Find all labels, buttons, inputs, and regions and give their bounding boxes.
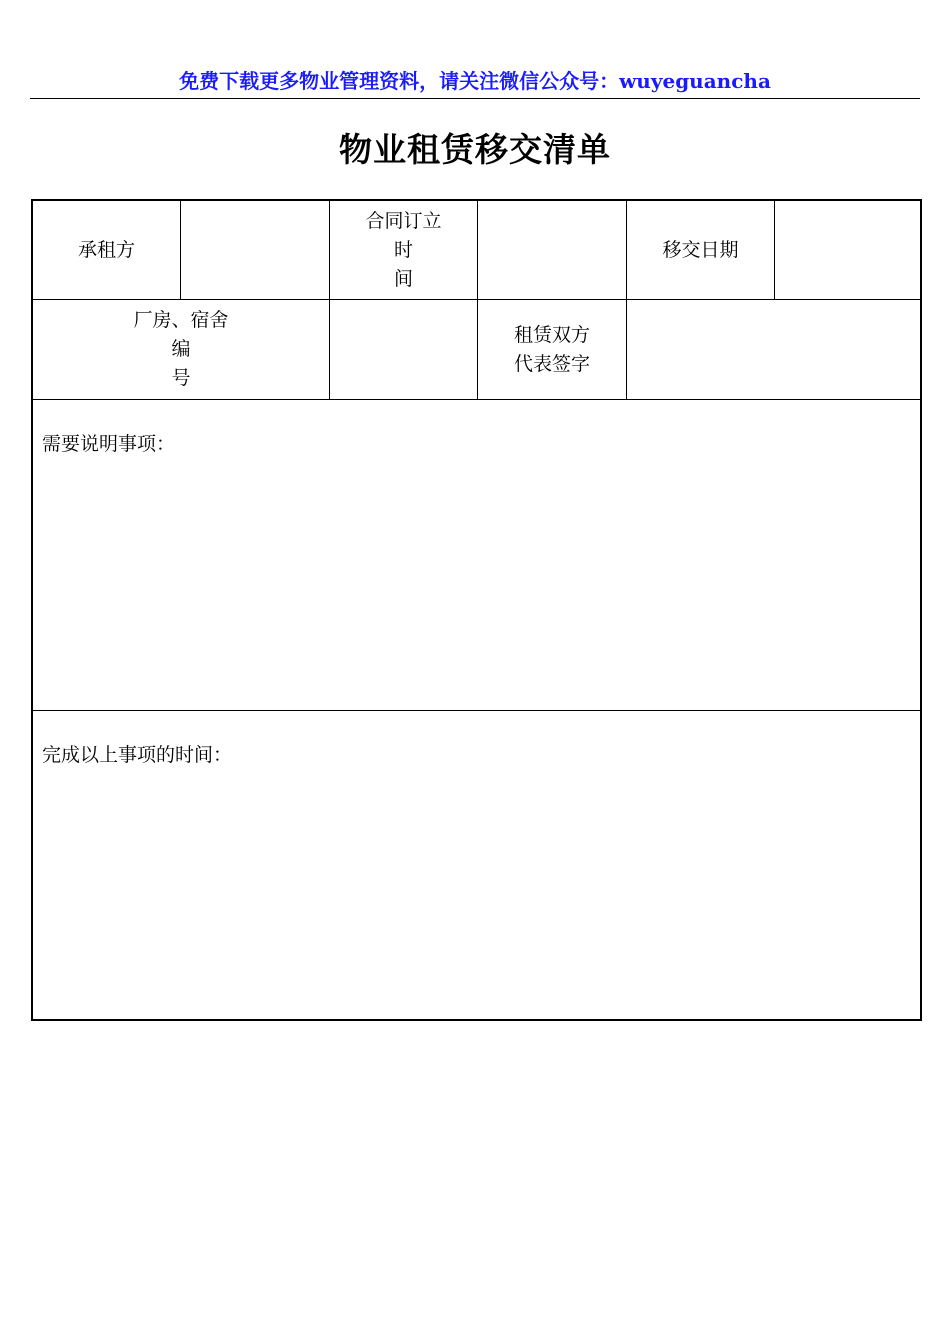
unit-number-label-char-a: 编 (171, 338, 191, 360)
notes-area[interactable] (33, 400, 920, 710)
page-title: 物业租赁移交清单 (339, 130, 611, 169)
completion-time-label: 完成以上事项的时间： (42, 744, 233, 766)
contract-time-label-char-a: 时 (393, 238, 413, 261)
signature-value-field[interactable] (627, 300, 920, 399)
signature-label-cell (478, 300, 626, 399)
unit-number-label-line1: 厂房、宿舍 (133, 309, 229, 331)
contract-time-label-cell (330, 201, 477, 299)
handover-date-value-field[interactable] (775, 201, 920, 299)
unit-number-label-cell (33, 300, 329, 399)
signature-label-line2: 代表签字 (513, 352, 590, 375)
handover-form-table (31, 199, 922, 1021)
handover-date-label-cell (627, 201, 774, 299)
contract-time-value-field[interactable] (478, 201, 626, 299)
handover-date-label: 移交日期 (662, 238, 739, 261)
unit-number-value-field[interactable] (330, 300, 477, 399)
promo-header: 免费下载更多物业管理资料，请关注微信公众号：wuyeguancha (179, 69, 771, 93)
completion-time-area[interactable] (33, 711, 920, 1019)
header-divider (30, 98, 920, 99)
tenant-label-cell (33, 201, 180, 299)
tenant-label: 承租方 (77, 238, 135, 261)
contract-time-label-line1: 合同订立 (365, 209, 442, 232)
signature-label-line1: 租赁双方 (513, 323, 590, 346)
unit-number-label-char-b: 号 (171, 367, 191, 389)
tenant-value-field[interactable] (181, 201, 329, 299)
notes-label: 需要说明事项： (42, 433, 176, 455)
contract-time-label-char-b: 间 (393, 267, 413, 290)
